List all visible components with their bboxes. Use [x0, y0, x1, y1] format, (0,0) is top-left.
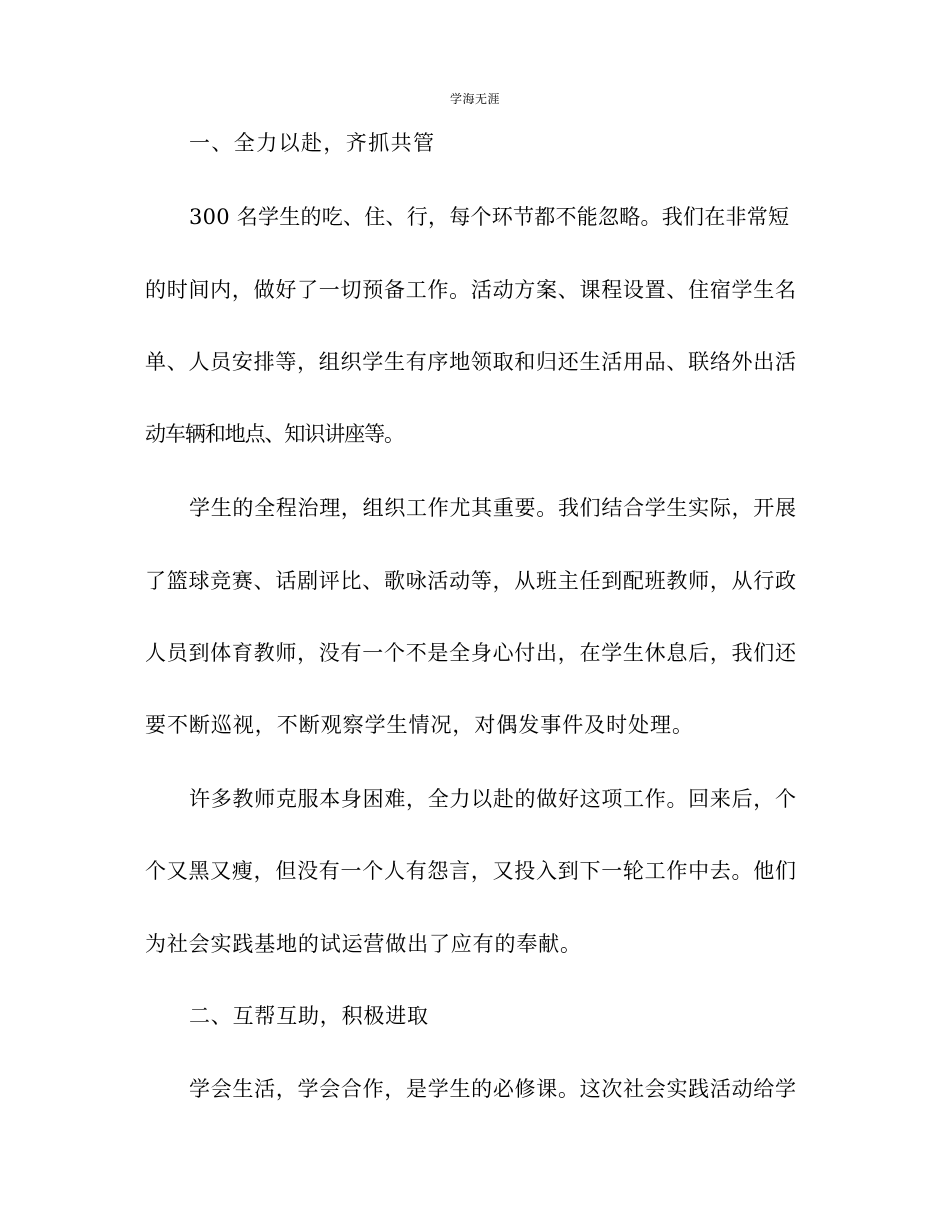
paragraph-1-line-1: 300 名学生的吃、住、行，每个环节都不能忽略。我们在非常短 — [189, 205, 790, 229]
paragraph-2-line-4: 要不断巡视，不断观察学生情况，对偶发事件及时处理。 — [145, 713, 694, 737]
paragraph-3-line-2: 个又黑又瘦，但没有一个人有怨言，又投入到下一轮工作中去。他们 — [145, 859, 797, 883]
paragraph-1-line-4: 动车辆和地点、知识讲座等。 — [145, 422, 404, 446]
paragraph-2-line-3: 人员到体育教师，没有一个不是全身心付出，在学生休息后，我们还 — [145, 641, 797, 665]
paragraph-2-line-1: 学生的全程治理，组织工作尤其重要。我们结合学生实际，开展 — [189, 496, 797, 520]
paragraph-1-line-2: 的时间内，做好了一切预备工作。活动方案、课程设置、住宿学生名 — [145, 278, 797, 302]
section-heading-2: 二、互帮互助，积极进取 — [189, 1004, 429, 1028]
paragraph-3-line-3: 为社会实践基地的试运营做出了应有的奉献。 — [145, 932, 582, 956]
paragraph-2-line-2: 了篮球竞赛、话剧评比、歌咏活动等，从班主任到配班教师，从行政 — [145, 569, 797, 593]
paragraph-4-line-1: 学会生活，学会合作，是学生的必修课。这次社会实践活动给学 — [189, 1077, 797, 1101]
paragraph-3-line-1: 许多教师克服本身困难，全力以赴的做好这项工作。回来后，个 — [189, 787, 797, 811]
page-header: 学海无涯 — [449, 92, 500, 106]
section-heading-1: 一、全力以赴，齐抓共管 — [189, 131, 436, 155]
paragraph-1-line-3: 单、人员安排等，组织学生有序地领取和归还生活用品、联络外出活 — [145, 350, 797, 374]
